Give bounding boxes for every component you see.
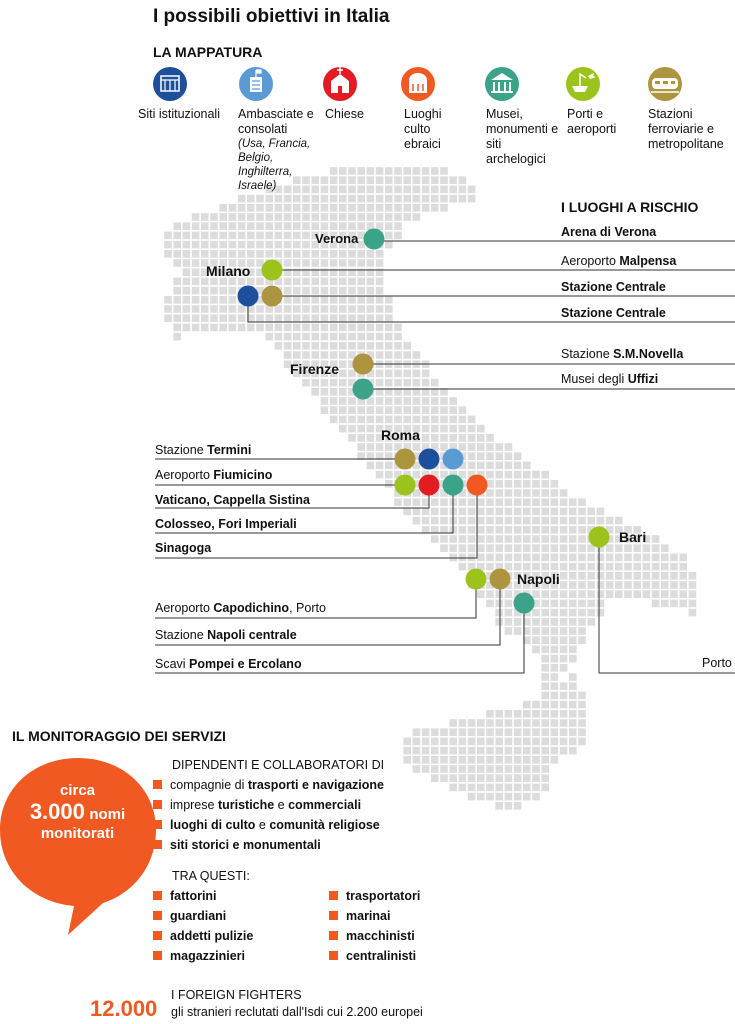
dot-milano-centrale xyxy=(262,286,283,307)
dip-item-3: luoghi di culto e comunità religiose xyxy=(153,818,380,832)
dot-termini xyxy=(395,449,416,470)
dipendenti-heading: DIPENDENTI E COLLABORATORI DI xyxy=(172,758,385,772)
city-napoli: Napoli xyxy=(517,571,560,587)
label-malpensa: Aeroporto Malpensa xyxy=(561,254,677,268)
city-verona: Verona xyxy=(315,231,359,246)
luoghi-heading: I LUOGHI A RISCHIO xyxy=(561,199,699,215)
bubble-monitorati: monitorati xyxy=(40,824,115,842)
page-title: I possibili obiettivi in Italia xyxy=(153,6,390,27)
dot-milano-siti xyxy=(238,286,259,307)
bubble-number: 3.000 xyxy=(29,799,85,825)
foreign-fighters-number: 12.000 xyxy=(90,996,158,1021)
dot-bari-porto xyxy=(589,527,610,548)
legend-label-stazioni: Stazioni ferroviarie e metropolitane xyxy=(648,107,724,151)
dot-uffizi xyxy=(353,379,374,400)
church-icon xyxy=(323,67,357,101)
job-item: trasportatori xyxy=(329,889,420,903)
synagogue-icon xyxy=(401,67,435,101)
bullet-icon xyxy=(329,911,338,920)
dot-fiumicino xyxy=(395,475,416,496)
city-firenze: Firenze xyxy=(290,361,340,377)
legend-label-ambasciate: Ambasciate e consolati (Usa, Francia, Belgio, Inghilterra, Israele) xyxy=(238,107,314,192)
bullet-icon xyxy=(153,780,162,789)
bullet-icon xyxy=(153,820,162,829)
city-roma: Roma xyxy=(381,427,420,443)
foreign-fighters-heading: I FOREIGN FIGHTERS xyxy=(171,988,302,1002)
label-termini: Stazione Termini xyxy=(155,443,252,457)
bullet-icon xyxy=(153,840,162,849)
bubble-circa: circa xyxy=(59,782,96,799)
label-sm-novella: Stazione S.M.Novella xyxy=(561,347,684,361)
monitoraggio-heading: IL MONITORAGGIO DEI SERVIZI xyxy=(12,728,226,744)
label-arena-verona: Arena di Verona xyxy=(561,225,657,239)
job-item: centralinisti xyxy=(329,949,416,963)
bullet-icon xyxy=(153,911,162,920)
port-icon xyxy=(566,67,600,101)
legend-icons xyxy=(153,67,682,101)
city-bari: Bari xyxy=(619,529,647,545)
job-item: addetti pulizie xyxy=(153,929,253,943)
bullet-icon xyxy=(153,891,162,900)
label-vaticano: Vaticano, Cappella Sistina xyxy=(155,493,310,507)
connector-line xyxy=(374,239,735,241)
embassy-icon xyxy=(239,67,273,101)
job-item: marinai xyxy=(329,909,390,923)
dot-roma-siti xyxy=(419,449,440,470)
label-capodichino: Aeroporto Capodichino, Porto xyxy=(155,601,326,615)
dot-vaticano xyxy=(419,475,440,496)
bullet-icon xyxy=(153,800,162,809)
dot-malpensa xyxy=(262,260,283,281)
bullet-icon xyxy=(153,951,162,960)
bullet-icon xyxy=(329,951,338,960)
bubble-text xyxy=(0,782,155,842)
label-milano-centrale-1: Stazione Centrale xyxy=(561,280,666,294)
mappatura-heading: LA MAPPATURA xyxy=(153,44,263,60)
dip-item-2: imprese turistiche e commerciali xyxy=(153,798,361,812)
label-fiumicino: Aeroporto Fiumicino xyxy=(155,468,273,482)
label-sinagoga: Sinagoga xyxy=(155,541,212,555)
job-item: magazzinieri xyxy=(153,949,245,963)
dot-pompei xyxy=(514,593,535,614)
bullet-icon xyxy=(329,891,338,900)
dot-roma-ambasciate xyxy=(443,449,464,470)
dot-capodichino xyxy=(466,569,487,590)
label-uffizi: Musei degli Uffizi xyxy=(561,372,659,386)
legend-label-siti: Siti istituzionali xyxy=(138,107,220,121)
building-icon xyxy=(153,67,187,101)
dot-sinagoga xyxy=(467,475,488,496)
train-icon xyxy=(648,67,682,101)
legend-label-luoghi-ebraici: Luoghi culto ebraici xyxy=(404,107,442,151)
job-item: macchinisti xyxy=(329,929,415,943)
label-napoli-centrale: Stazione Napoli centrale xyxy=(155,628,297,642)
dot-napoli-centrale xyxy=(490,569,511,590)
legend-label-chiese: Chiese xyxy=(325,107,364,121)
dot-arena-verona xyxy=(364,229,385,250)
museum-icon xyxy=(485,67,519,101)
bullet-icon xyxy=(153,931,162,940)
job-item: fattorini xyxy=(153,889,217,903)
tra-questi-heading: TRA QUESTI: xyxy=(172,869,250,883)
bubble-nomi: nomi xyxy=(89,806,126,824)
label-milano-centrale-2: Stazione Centrale xyxy=(561,306,666,320)
dot-colosseo xyxy=(443,475,464,496)
label-colosseo: Colosseo, Fori Imperiali xyxy=(155,517,297,531)
job-item: guardiani xyxy=(153,909,226,923)
dot-sm-novella xyxy=(353,354,374,375)
legend-label-porti: Porti e aeroporti xyxy=(567,107,617,136)
dip-item-1: compagnie di trasporti e navigazione xyxy=(153,778,384,792)
dip-item-4: siti storici e monumentali xyxy=(153,838,321,852)
label-pompei: Scavi Pompei e Ercolano xyxy=(155,657,302,671)
label-porto-bari: Porto xyxy=(702,656,732,670)
foreign-fighters-text: gli stranieri reclutati dall'Isdi cui 2.200 europei xyxy=(171,1005,423,1019)
legend-label-musei: Musei, monumenti e siti archelogici xyxy=(486,107,559,166)
bullet-icon xyxy=(329,931,338,940)
city-milano: Milano xyxy=(206,263,251,279)
